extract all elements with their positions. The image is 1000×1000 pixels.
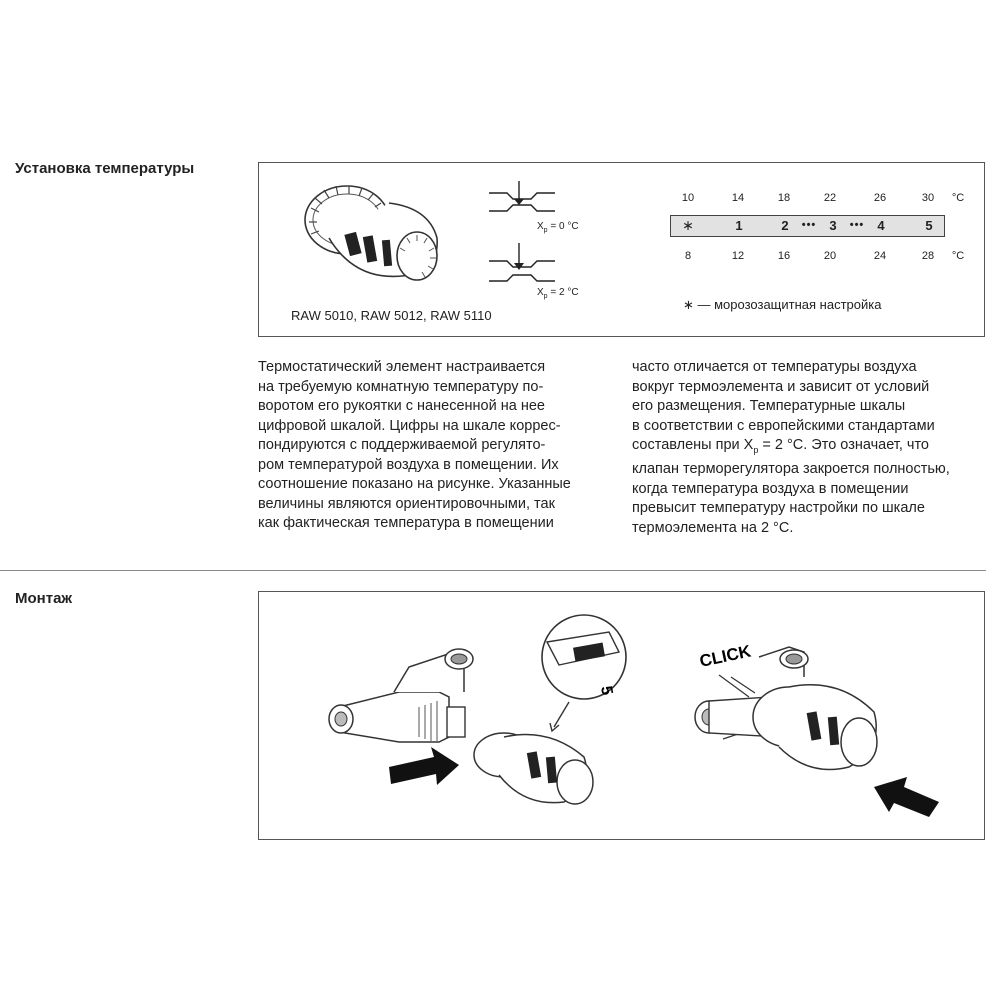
scale-top-value: 10 — [681, 192, 695, 204]
text-line: ром температурой воздуха в помещении. Их — [258, 456, 559, 473]
temperature-illustration-box — [258, 162, 985, 337]
section-title-mounting: Монтаж — [15, 590, 73, 607]
mounting-step-1-illustration — [319, 597, 649, 837]
dial-digit: 5 — [597, 684, 616, 697]
text-line: как фактическая температура в помещении — [258, 515, 554, 531]
text-line: клапан терморегулятора закроется полностью, — [632, 461, 950, 478]
text-line: Термостатический элемент настраивается — [258, 359, 546, 375]
description-column-1 — [258, 358, 571, 534]
setting-value: 2 — [781, 218, 789, 233]
text-line: величины являются ориентировочными, так — [258, 495, 555, 512]
model-label: RAW 5010, RAW 5012, RAW 5110 — [291, 308, 492, 323]
scale-top-value: 30 — [921, 192, 935, 204]
text-line: пондируются с поддерживаемой регулято- — [258, 437, 546, 453]
valve-symbol-xp2 — [487, 243, 557, 293]
setting-value: 3 — [829, 218, 837, 233]
scale-bottom-value: 16 — [777, 250, 791, 262]
text-line: в соответствии с европейскими стандартами — [632, 417, 935, 434]
scale-bottom-value: 8 — [684, 250, 692, 262]
mounting-illustration-box — [258, 591, 985, 840]
scale-top-value: 18 — [777, 192, 791, 204]
text-line: цифровой шкалой. Цифры на шкале коррес- — [258, 417, 561, 434]
text-line: превысит температуру настройки по шкале — [632, 500, 925, 517]
scale-unit-top: °C — [951, 192, 965, 204]
text-line: его размещения. Температурные шкалы — [632, 398, 906, 414]
text-line: составлены при $X_p = 2$ °С. Это означает, что — [632, 437, 929, 455]
scale-bottom-value: 12 — [731, 250, 745, 262]
text-line: вокруг термоэлемента и зависит от условий — [632, 378, 930, 395]
click-label: CLICK — [697, 641, 753, 671]
thermostat-head-illustration — [289, 178, 449, 288]
mounting-step-2-illustration — [679, 597, 969, 837]
scale-bottom-value: 28 — [921, 250, 935, 262]
text-line: когда температура воздуха в помещении — [632, 480, 909, 497]
scale-unit-bottom: °C — [951, 250, 965, 262]
setting-dots: ••• — [801, 219, 817, 231]
text-line: воротом его рукоятки с нанесенной на нее — [258, 398, 545, 414]
frost-protection-note: ∗ — морозозащитная настройка — [683, 297, 882, 312]
settings-scale-bar — [670, 215, 945, 237]
section-divider — [0, 570, 986, 571]
description-column-2 — [632, 358, 950, 538]
xp-two-label: $X_p = 2$ °C — [537, 287, 579, 300]
scale-top-value: 26 — [873, 192, 887, 204]
text-line: термоэлемента на 2 °С. — [632, 519, 794, 536]
section-title-temperature: Установка температуры — [15, 160, 195, 177]
frost-symbol: ∗ — [682, 217, 694, 233]
setting-dots: ••• — [849, 219, 865, 231]
scale-bottom-value: 20 — [823, 250, 837, 262]
text-line: часто отличается от температуры воздуха — [632, 359, 917, 375]
text-line: соотношение показано на рисунке. Указанные — [258, 476, 571, 492]
xp-zero-label: $X_p = 0$ °C — [537, 221, 579, 234]
text-line: на требуемую комнатную температуру по- — [258, 378, 544, 395]
setting-value: 1 — [735, 218, 743, 233]
scale-top-value: 14 — [731, 192, 745, 204]
scale-bottom-value: 24 — [873, 250, 887, 262]
setting-value: 4 — [877, 218, 885, 233]
scale-top-value: 22 — [823, 192, 837, 204]
setting-value: 5 — [925, 218, 933, 233]
